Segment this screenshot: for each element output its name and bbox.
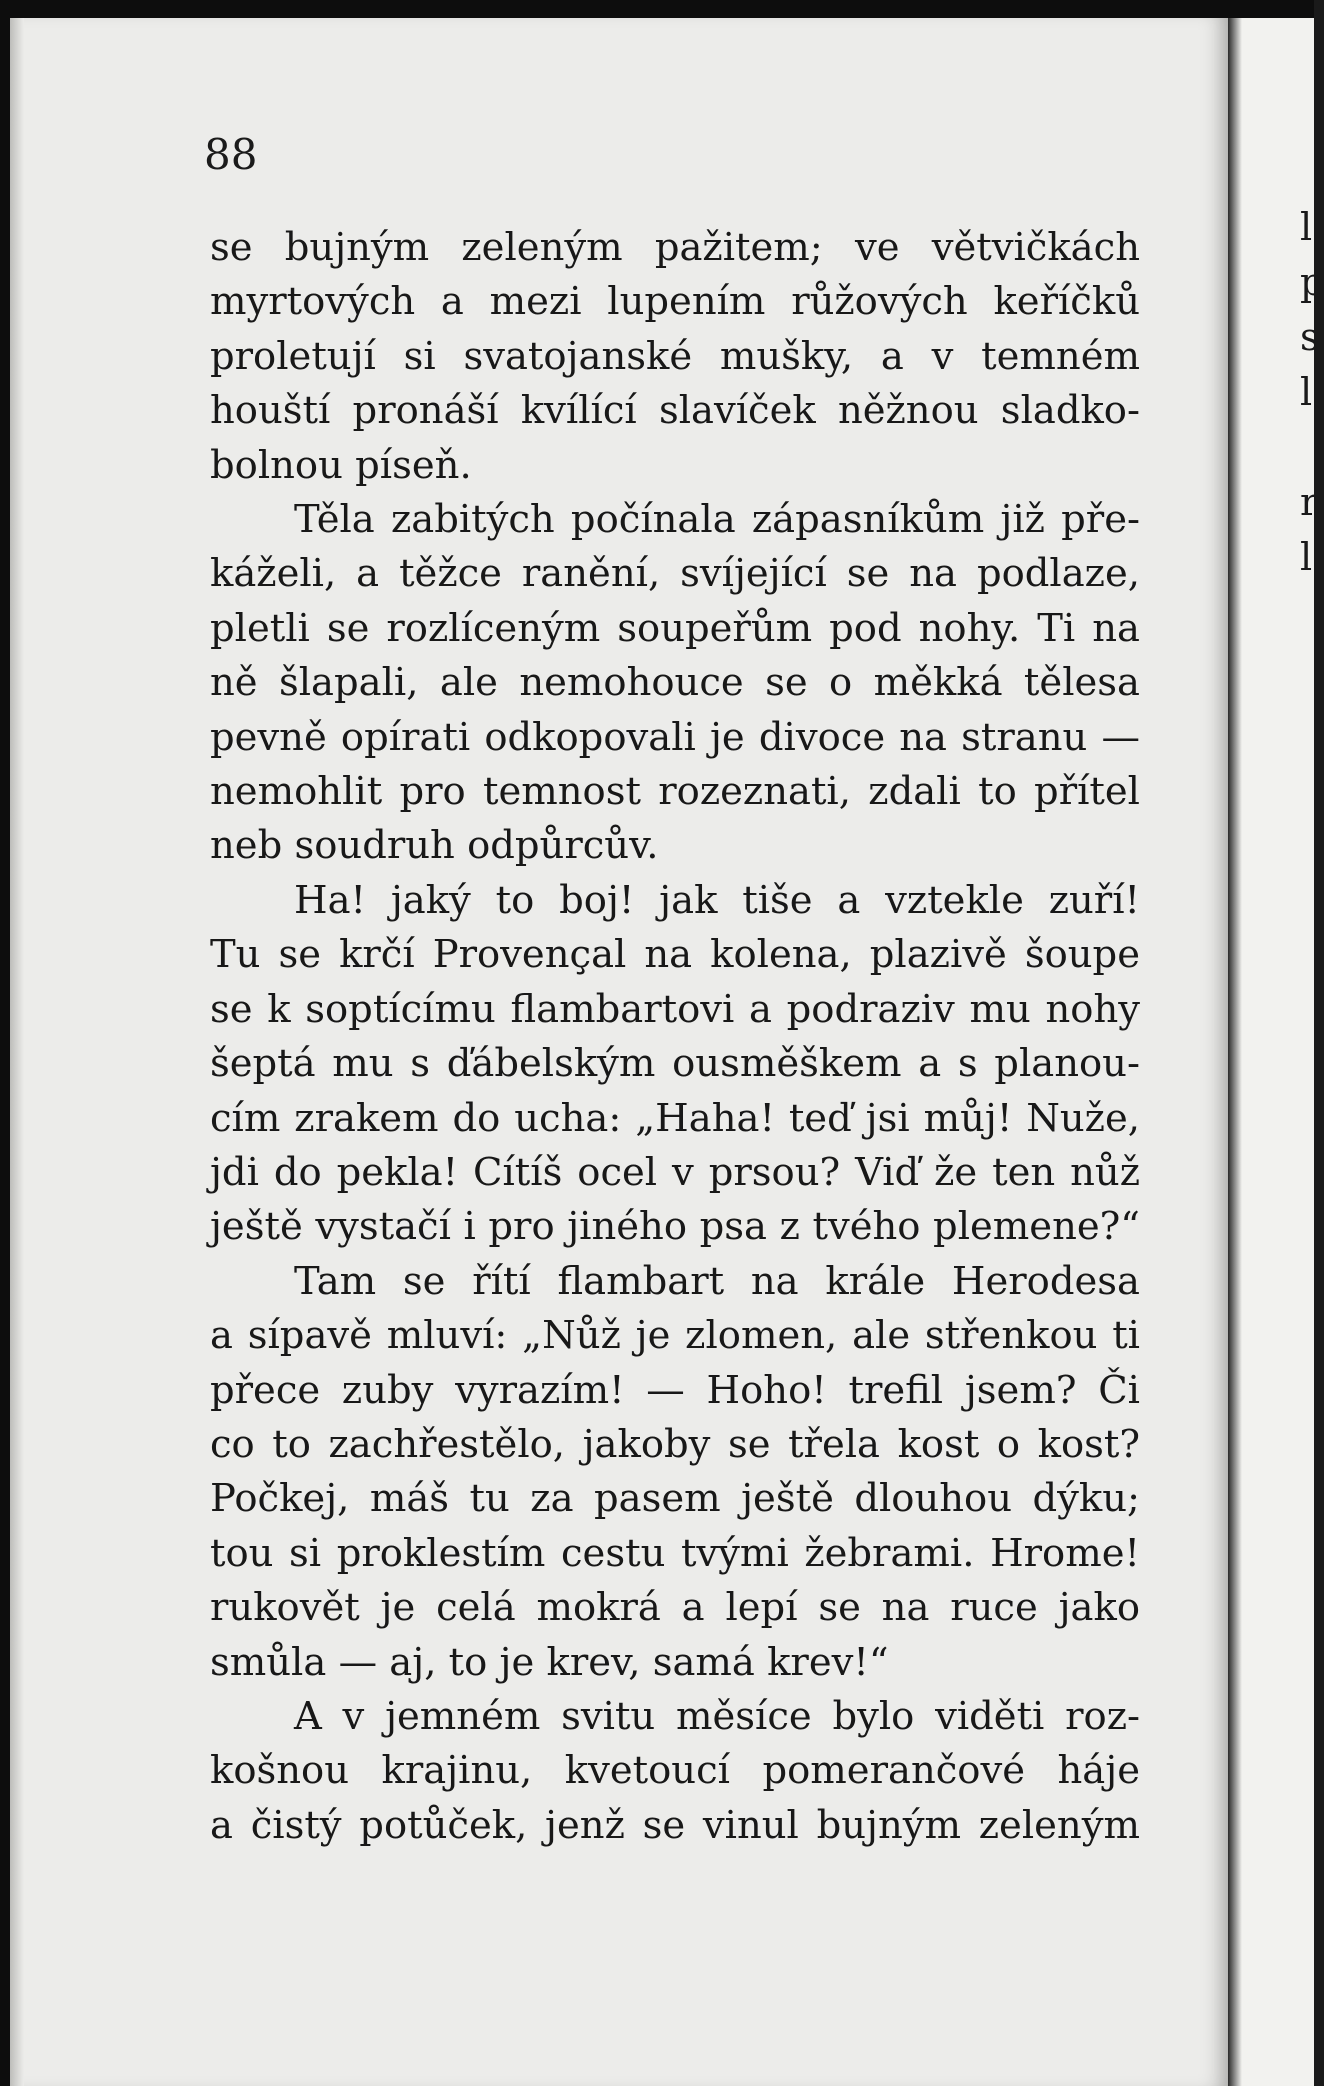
page-number: 88 bbox=[204, 130, 258, 179]
text-line: Tam se řítí flambart na krále Herodesa bbox=[294, 1258, 1140, 1304]
text-line: Ha! jaký to boj! jak tiše a vztekle zuří! bbox=[294, 877, 1140, 923]
next-page-fragment: p bbox=[1300, 260, 1324, 304]
text-line: jdi do pekla! Cítíš ocel v prsou? Viď že ten nůž bbox=[210, 1149, 1140, 1195]
text-line: nemohlit pro temnost rozeznati, zdali to přítel bbox=[210, 769, 1140, 815]
next-page-fragment: l bbox=[1300, 370, 1313, 414]
text-line: neb soudruh odpůrcův. bbox=[210, 823, 659, 869]
text-line: A v jemném svitu měsíce bylo viděti roz- bbox=[294, 1693, 1140, 1739]
next-page-fragment: r bbox=[1300, 480, 1319, 524]
text-line: ně šlapali, ale nemohouce se o měkká tělesa bbox=[210, 660, 1140, 706]
text-line: tou si proklestím cestu tvými žebrami. Hrome! bbox=[210, 1530, 1140, 1576]
text-line: a sípavě mluví: „Nůž je zlomen, ale střenkou ti bbox=[210, 1313, 1140, 1359]
text-line: cím zrakem do ucha: „Haha! teď jsi můj! Nuže, bbox=[210, 1095, 1140, 1141]
book-page bbox=[10, 18, 1228, 2086]
text-line: ještě vystačí i pro jiného psa z tvého plemene?“ bbox=[210, 1204, 1140, 1250]
text-line: a čistý potůček, jenž se vinul bujným zeleným bbox=[210, 1802, 1140, 1848]
text-line: co to zachřestělo, jakoby se třela kost o kost? bbox=[210, 1421, 1140, 1467]
next-page-shadow bbox=[1228, 18, 1242, 2086]
text-line: proletují si svatojanské mušky, a v temném bbox=[210, 333, 1140, 379]
next-page-fragment: l bbox=[1300, 205, 1313, 249]
page-gutter-shadow bbox=[10, 18, 24, 2086]
text-line: smůla — aj, to je krev, samá krev!“ bbox=[210, 1639, 889, 1685]
text-line: houští pronáší kvílící slavíček něžnou sladko- bbox=[210, 388, 1140, 434]
text-line: káželi, a těžce ranění, svíjející se na podlaze, bbox=[210, 551, 1140, 597]
next-page-fragment: s bbox=[1300, 315, 1320, 359]
text-line: přece zuby vyrazím! — Hoho! trefil jsem? Či bbox=[210, 1367, 1140, 1413]
text-line: myrtových a mezi lupením růžových keříčků bbox=[210, 279, 1140, 325]
next-page-fragment: l bbox=[1300, 535, 1313, 579]
text-line: se bujným zeleným pažitem; ve větvičkách bbox=[210, 225, 1140, 270]
text-line: šeptá mu s ďábelským ousměškem a s planou- bbox=[210, 1041, 1140, 1087]
text-line: pletli se rozlíceným soupeřům pod nohy. Ti na bbox=[210, 605, 1140, 651]
text-line: pevně opírati odkopovali je divoce na stranu — bbox=[210, 714, 1140, 760]
text-line: rukovět je celá mokrá a lepí se na ruce jako bbox=[210, 1585, 1140, 1631]
text-line: Počkej, máš tu za pasem ještě dlouhou dýku; bbox=[210, 1476, 1140, 1522]
body-text bbox=[210, 221, 1140, 1853]
text-line: bolnou píseň. bbox=[210, 442, 472, 488]
text-line: košnou krajinu, kvetoucí pomerančové háje bbox=[210, 1748, 1140, 1794]
text-line: Těla zabitých počínala zápasníkům již pře- bbox=[294, 497, 1140, 543]
text-line: se k soptícímu flambartovi a podraziv mu nohy bbox=[210, 986, 1140, 1032]
text-line: Tu se krčí Provençal na kolena, plazivě šoupe bbox=[210, 932, 1140, 978]
